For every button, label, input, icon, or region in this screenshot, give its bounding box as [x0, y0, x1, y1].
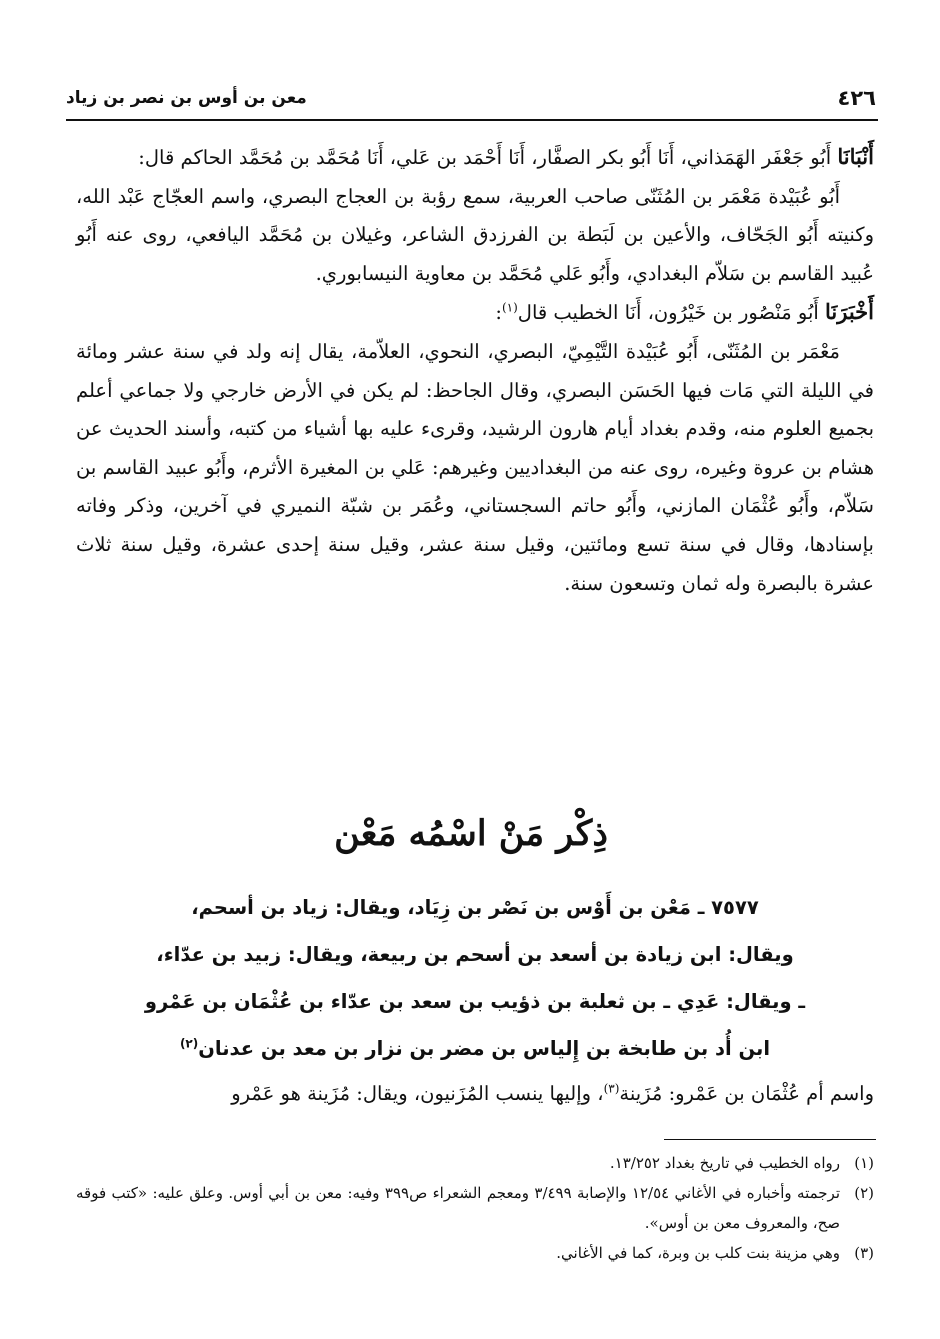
- entry-line-text: ابن أُد بن طابخة بن إِلياس بن مضر بن نزار بن معد بن عدنان: [198, 1037, 771, 1060]
- footnote-text: رواه الخطيب في تاريخ بغداد ١٣/٢٥٢.: [609, 1154, 840, 1172]
- footnote-number: (٢): [854, 1184, 874, 1202]
- running-title: معن بن أوس بن نصر بن زياد: [66, 88, 307, 108]
- footnote-number: (٣): [854, 1244, 874, 1262]
- footnote: [76, 1238, 874, 1268]
- paragraph-text: أَبُو جَعْفَر الهَمَذاني، أَنَا أَبُو بكر الصفَّار، أَنَا أَحْمَد بن عَلي، أَنَا مُحَمَّد بن مُحَمَّد الحاكم قال:: [138, 146, 838, 169]
- entry-7577-heading: [76, 884, 874, 1072]
- footnote: [76, 1148, 874, 1178]
- isnad-lead-word: أَنْبَانَا: [837, 144, 874, 169]
- entry-line: ويقال: ابن زيادة بن أسعد بن أسحم بن ربيعة، ويقال: زبيد بن عدّاء،: [156, 943, 794, 966]
- header-rule: [66, 119, 878, 121]
- footnote-ref-3: (٣): [603, 1081, 620, 1096]
- isnad-lead-word: أَخْبَرَنَا: [825, 299, 874, 325]
- footnote-number: (١): [854, 1154, 874, 1172]
- paragraph-colon: :: [495, 301, 502, 325]
- page-header: [66, 80, 876, 116]
- footnotes: [76, 1148, 874, 1268]
- paragraph-isnad-1: [76, 138, 874, 178]
- paragraph-mamar-bio: مَعْمَر بن المُثَنّى، أَبُو عُبَيْدة التَّيْمِيّ، البصري، النحوي، العلاّمة، يقال إنه ولد في سنة عشر ومائة في الليلة التي مَات فيها الحَسَن البصري، وقال الجاحظ: لم يكن في الأرض خارجي ولا جماعي أعلم بجميع العلوم منه، وقدم بغداد أيام هارون الرشيد، وقرىء عليه بها أشياء من كتبه، وأسند الحديث عن هشام بن عروة وغيره، روى عنه من البغداديين وغيرهم: عَلي بن المغيرة الأثرم، وأَبُو عبيد القاسم بن سَلاّم، وأَبُو عُثْمَان المازني، وأَبُو حاتم السجستاني، وعُمَر بن شبّة النميري في آخرين، وذكر وفاته بإسنادها، وقال في سنة تسع ومائتين، وقيل سنة عشر، وقيل سنة إحدى عشرة، وقيل سنة ثلاث عشرة بالبصرة وله ثمان وتسعون سنة.: [76, 339, 874, 595]
- footnote-rule: [664, 1139, 876, 1140]
- page-number: ٤٢٦: [837, 86, 876, 110]
- entry-line: ٧٥٧٧ ـ مَعْن بن أَوْس بن نَصْر بن زِيَاد، ويقال: زياد بن أسحم،: [191, 896, 759, 919]
- continuation-text: ، وإليها ينسب المُزَنيون، ويقال: مُزَينة هو عَمْرو: [231, 1082, 604, 1105]
- paragraph-text: أَبُو مَنْصُور بن خَيْرُون، أَنَا الخطيب قال: [517, 301, 826, 325]
- entry-line: ـ ويقال: عَدِي ـ بن ثعلبة بن ذؤيب بن سعد بن عدّاء بن عُثْمَان بن عَمْرو: [144, 990, 806, 1013]
- footnote-ref-2: (٢): [179, 1036, 199, 1051]
- footnote-text: وهي مزينة بنت كلب بن وبرة، كما في الأغاني.: [556, 1244, 840, 1262]
- continuation-text: واسم أم عُثْمَان بن عَمْرو: مُزَينة: [619, 1082, 874, 1105]
- paragraph-isnad-2: [76, 293, 874, 333]
- footnote-ref-1: (١): [501, 300, 518, 315]
- section-heading: ذِكْر مَنْ اسْمُه مَعْن: [334, 813, 608, 854]
- entry-line: [76, 1025, 874, 1072]
- main-text: [76, 138, 874, 603]
- paragraph-abu-ubayda: أَبُو عُبَيْدة مَعْمَر بن المُثَنّى صاحب العربية، سمع رؤبة بن العجاج البصري، واسم العجّاج عَبْد الله، وكنيته أَبُو الجَحّاف، والأعين بن لَبَطة بن الفرزدق الشاعر، وغيلان بن مُحَمَّد اليافعي، روى عنه أَبُو عُبيد القاسم بن سَلاّم البغدادي، وأَبُو عَلي مُحَمَّد بن معاوية النيسابوري.: [76, 184, 874, 285]
- footnote-text: ترجمته وأخباره في الأغاني ١٢/٥٤ والإصابة ٣/٤٩٩ ومعجم الشعراء ص٣٩٩ وفيه: معن بن أبي أوس. وعلق عليه: «كتب فوقه صح، والمعروف معن بن أوس».: [76, 1184, 841, 1232]
- footnote: [76, 1178, 874, 1238]
- entry-continuation: [76, 1075, 874, 1113]
